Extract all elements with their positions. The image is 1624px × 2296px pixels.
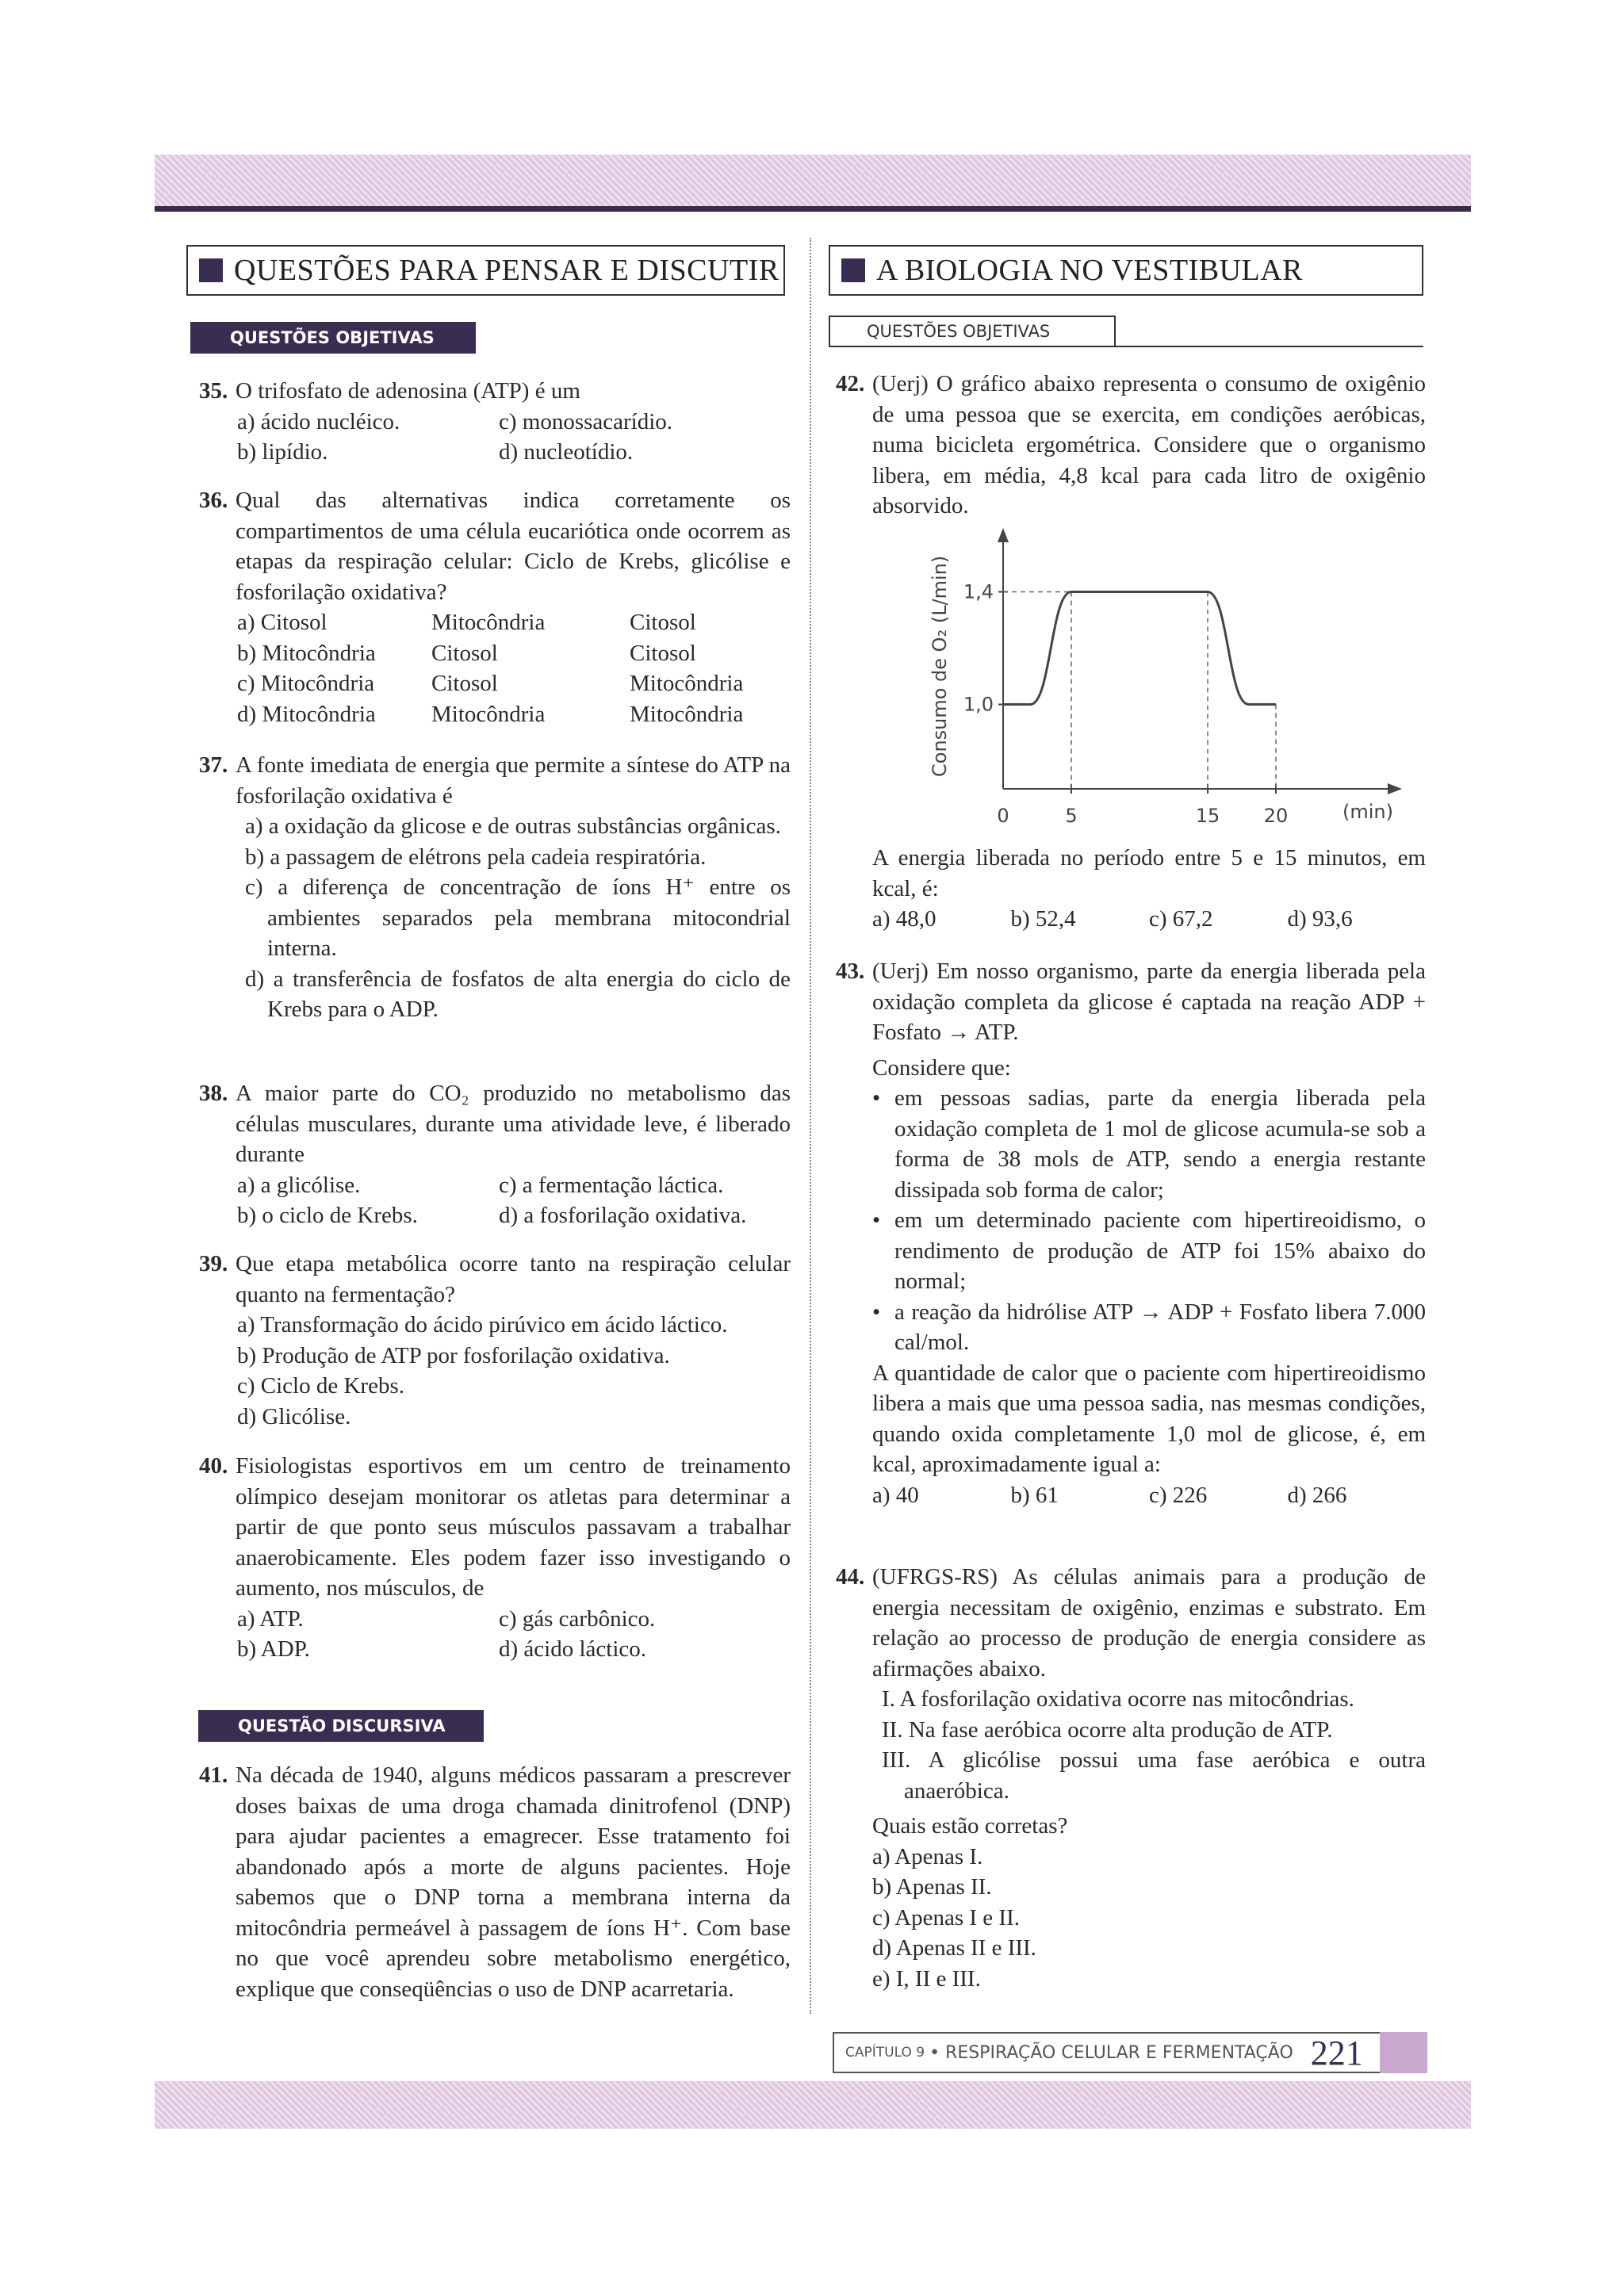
bottom-decorative-band: [155, 2081, 1471, 2129]
option-d: d) 266: [1287, 1482, 1347, 1508]
option-c: c) a fermentação láctica.: [499, 1172, 724, 1198]
oxygen-consumption-chart: [920, 523, 1411, 840]
chapter-label: CAPÍTULO 9: [845, 2045, 925, 2061]
header-square-icon: [199, 258, 223, 282]
footer-decorative-strip: [1380, 2032, 1427, 2073]
option-a: a) ATP.: [237, 1605, 304, 1632]
x-tick-label: 5: [1065, 805, 1078, 827]
question-prompt: A energia liberada no período entre 5 e 15 minutos, em kcal, é:: [872, 845, 1426, 901]
option-a: a) a oxidação da glicose e de outras substâncias orgânicas.: [245, 813, 781, 839]
left-section-title: QUESTÕES PARA PENSAR E DISCUTIR: [234, 254, 779, 287]
question-43: [836, 956, 1426, 1510]
option-c: c) 67,2: [1149, 906, 1213, 932]
question-text: (UFRGS-RS) As células animais para a produção de energia necessitam de oxigênio, enzimas e substrato. Em relação ao processo de produção de energia considere as afirmações abaixo.: [872, 1564, 1426, 1682]
option-d: d) a fosforilação oxidativa.: [499, 1203, 747, 1228]
x-axis-arrow-icon: [1388, 783, 1402, 794]
option-row-a: a) Citosol Mitocôndria Citosol: [237, 610, 696, 635]
question-text: (Uerj) Em nosso organismo, parte da energia liberada pela oxidação completa da glicose é captada na reação ADP + Fosfato → ATP.: [872, 959, 1426, 1045]
page-footer: [833, 2032, 1423, 2073]
question-number: 36.: [199, 488, 228, 513]
statement-item: III. A glicólise possui uma fase aeróbica e outra anaeróbica.: [882, 1747, 1426, 1804]
question-37: [199, 750, 791, 1025]
right-section-title: A BIOLOGIA NO VESTIBULAR: [876, 254, 1304, 287]
option-a: a) Apenas I.: [872, 1843, 983, 1869]
question-38: [199, 1078, 791, 1231]
subheader-rule: [1114, 346, 1423, 347]
discursive-question-label: QUESTÃO DISCURSIVA: [198, 1710, 484, 1742]
question-number: 44.: [836, 1564, 865, 1590]
bullet-item: em pessoas sadias, parte da energia liberada pela oxidação completa de 1 mol de glicose acumula-se sob a forma de 38 mols de ATP, sendo a energia restante dissipada sob forma de calor;: [894, 1085, 1426, 1203]
y-axis-arrow-icon: [998, 528, 1009, 542]
top-decorative-band: [155, 155, 1471, 206]
bullet-icon: •: [872, 1085, 881, 1111]
question-prompt: Quais estão corretas?: [872, 1813, 1068, 1839]
question-number: 42.: [836, 371, 865, 396]
bullet-icon: •: [872, 1299, 881, 1325]
option-d: d) a transferência de fosfatos de alta energia do ciclo de Krebs para o ADP.: [245, 966, 791, 1022]
option-d: d) 93,6: [1287, 906, 1353, 932]
chart-guide-lines: [1003, 592, 1276, 790]
option-b: b) o ciclo de Krebs.: [237, 1203, 418, 1228]
option-b: b) lipídio.: [237, 439, 328, 465]
y-tick-label: 1,0: [963, 693, 994, 716]
option-c: c) monossacarídio.: [499, 408, 673, 434]
option-b: b) ADP.: [237, 1636, 310, 1662]
option-a: a) 40: [872, 1482, 919, 1508]
question-prompt: A quantidade de calor que o paciente com hipertireoidismo libera a mais que uma pessoa sadia, nas mesmas condições, quando oxida completamente 1,0 mol de glicose, é, em kcal, aproximadamente igual a:: [872, 1360, 1426, 1477]
option-d: d) Apenas II e III.: [872, 1935, 1036, 1961]
question-44: [836, 1562, 1426, 1994]
left-section-header: [186, 245, 785, 296]
question-text: Qual das alternativas indica corretamente os compartimentos de uma célula eucariótica onde ocorrem as etapas da respiração celular: Ciclo de Krebs, glicólise e fosforilação oxidativa?: [236, 488, 791, 605]
question-text: A fonte imediata de energia que permite a síntese do ATP na fosforilação oxidativa é: [236, 752, 791, 809]
option-row-b: b) Mitocôndria Citosol Citosol: [237, 640, 696, 666]
option-c: c) Apenas I e II.: [872, 1904, 1020, 1931]
statement-item: II. Na fase aeróbica ocorre alta produção de ATP.: [882, 1716, 1333, 1743]
option-row-c: c) Mitocôndria Citosol Mitocôndria: [237, 671, 744, 696]
question-36: [199, 485, 791, 729]
option-c: c) gás carbônico.: [499, 1605, 656, 1632]
question-text: A maior parte do CO₂ produzido no metabolismo das células musculares, durante uma atividade leve, é liberado durante: [236, 1081, 791, 1167]
question-text: Na década de 1940, alguns médicos passaram a prescrever doses baixas de uma droga chamada dinitrofenol (DNP) para ajudar pacientes a emagrecer. Esse tratamento foi abandonado após a morte de alguns pacientes. Hoje sabemos que o DNP torna a membrana interna da mitocôndria permeável à passagem de íons H⁺. Com base no que você aprendeu sobre metabolismo energético, explique que conseqüências o uso de DNP acarretaria.: [236, 1762, 791, 2002]
y-tick-label: 1,4: [963, 580, 994, 603]
x-axis-label: (min): [1342, 801, 1393, 823]
option-b: b) Produção de ATP por fosforilação oxidativa.: [237, 1342, 670, 1368]
question-number: 39.: [199, 1251, 228, 1276]
option-d: d) ácido láctico.: [499, 1636, 646, 1662]
x-tick-label: 0: [997, 805, 1009, 827]
question-number: 43.: [836, 959, 865, 984]
question-39: [199, 1249, 791, 1432]
question-text: Que etapa metabólica ocorre tanto na respiração celular quanto na fermentação?: [236, 1251, 791, 1307]
chart-axes: [998, 528, 1402, 794]
option-b: b) 61: [1010, 1482, 1059, 1508]
option-b: b) a passagem de elétrons pela cadeia respiratória.: [245, 844, 707, 870]
option-e: e) I, II e III.: [872, 1965, 981, 1992]
x-tick-label: 20: [1263, 805, 1289, 827]
option-a: a) 48,0: [872, 906, 936, 932]
statement-item: I. A fosforilação oxidativa ocorre nas mitocôndrias.: [882, 1686, 1354, 1712]
consider-label: Considere que:: [872, 1054, 1011, 1081]
bullet-icon: •: [872, 1207, 881, 1233]
x-tick-label: 15: [1195, 805, 1220, 827]
question-number: 41.: [199, 1762, 228, 1788]
right-section-header: [829, 245, 1423, 296]
option-b: b) 52,4: [1010, 906, 1076, 932]
top-band-rule: [155, 206, 1471, 212]
header-square-icon: [841, 258, 865, 282]
question-number: 40.: [199, 1453, 228, 1479]
option-c: c) a diferença de concentração de íons H⁺ entre os ambientes separados pela membrana mitocondrial interna.: [245, 874, 791, 961]
question-40: [199, 1451, 791, 1665]
option-c: c) 226: [1149, 1482, 1208, 1508]
option-d: d) Glicólise.: [237, 1403, 351, 1429]
option-a: a) a glicólise.: [237, 1172, 361, 1198]
option-c: c) Ciclo de Krebs.: [237, 1373, 404, 1399]
question-number: 38.: [199, 1081, 228, 1106]
vestibular-objective-label: QUESTÕES OBJETIVAS: [829, 316, 1116, 347]
bullet-item: a reação da hidrólise ATP → ADP + Fosfato libera 7.000 cal/mol.: [894, 1299, 1426, 1355]
option-row-d: d) Mitocôndria Mitocôndria Mitocôndria: [237, 701, 744, 727]
objective-questions-label: QUESTÕES OBJETIVAS: [190, 322, 476, 354]
question-number: 37.: [199, 752, 228, 778]
question-text: O trifosfato de adenosina (ATP) é um: [236, 378, 580, 404]
option-a: a) Transformação do ácido pirúvico em ácido láctico.: [237, 1312, 728, 1337]
bullet-item: em um determinado paciente com hipertireoidismo, o rendimento de produção de ATP foi 15% abaixo do normal;: [894, 1207, 1426, 1294]
option-b: b) Apenas II.: [872, 1874, 992, 1900]
chapter-title: • RESPIRAÇÃO CELULAR E FERMENTAÇÃO: [929, 2042, 1293, 2063]
question-42-continuation: [872, 843, 1426, 935]
page-number: 221: [1310, 2033, 1363, 2072]
question-text: Fisiologistas esportivos em um centro de treinamento olímpico desejam monitorar os atletas para determinar a partir de que ponto seus músculos passavam a trabalhar anaerobicamente. Eles podem fazer isso investigando o aumento, nos músculos, de: [236, 1453, 791, 1601]
question-42: [836, 369, 1426, 522]
option-d: d) nucleotídio.: [499, 439, 634, 465]
question-35: [199, 376, 791, 468]
question-41: [199, 1760, 791, 2004]
series-line: [1003, 592, 1276, 705]
column-divider: [810, 238, 811, 2014]
question-text: (Uerj) O gráfico abaixo representa o consumo de oxigênio de uma pessoa que se exercita, em condições aeróbicas, numa bicicleta ergométrica. Considere que o organismo libera, em média, 4,8 kcal para cada litro de oxigênio absorvido.: [872, 371, 1426, 519]
option-a: a) ácido nucléico.: [237, 408, 400, 434]
question-number: 35.: [199, 378, 228, 404]
y-axis-label: Consumo de O₂ (L/min): [929, 555, 951, 777]
